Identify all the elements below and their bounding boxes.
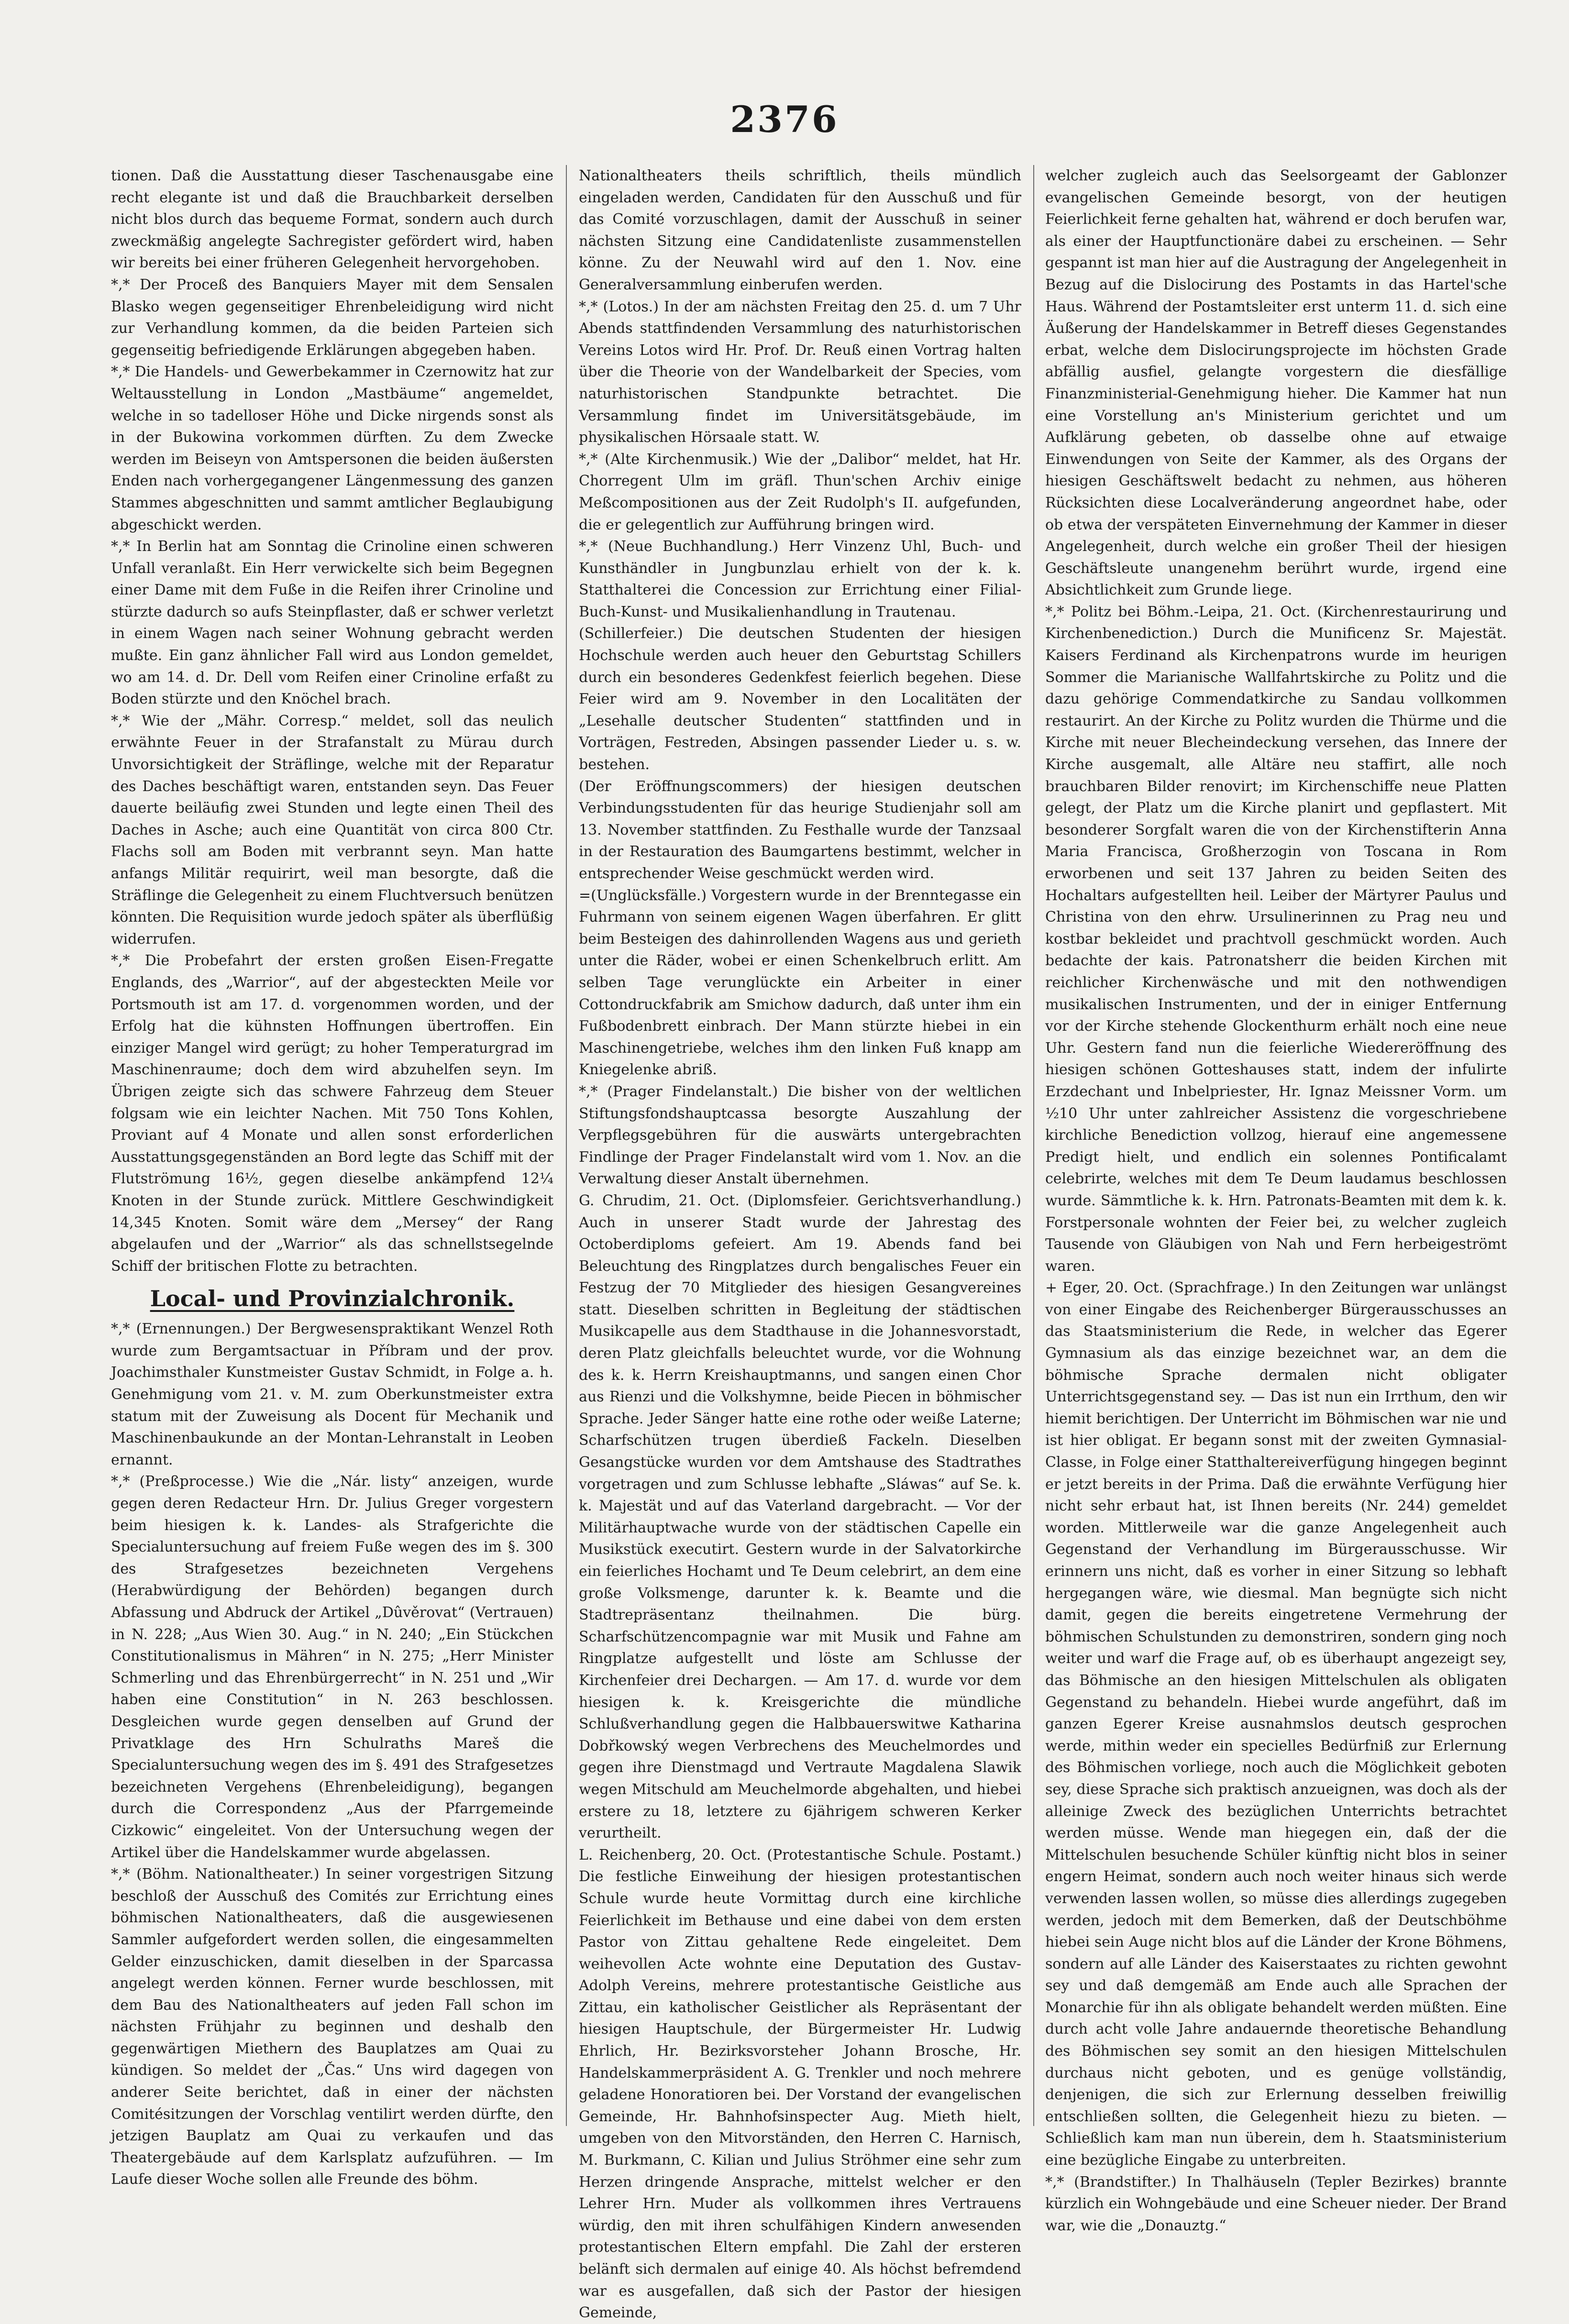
article-paragraph: *,* In Berlin hat am Sonntag die Crinoline einen schweren Unfall veranlaßt. Ein Herr verwickelte sich beim Begegnen einer Dame mit dem Fuße in die Reifen ihrer Crinoline und stürzte dadurch so aufs Steinpflaster, daß er schwer verletzt in einem Wagen nach seiner Wohnung gebracht werden mußte. Ein ganz ähnlicher Fall wird aus London gemeldet, wo am 14. d. Dr. Dell vom Reifen einer Crinoline erfaßt zu Boden stürzte und den Knöchel brach. (111, 538, 553, 708)
article-paragraph: (Schillerfeier.) Die deutschen Studenten der hiesigen Hochschule werden auch heuer den Geburtstag Schillers durch ein besonderes Gedenkfest feierlich begehen. Diese Feier wird am 9. November in den Localitäten der „Lesehalle deutscher Studenten“ stattfinden und in Vorträgen, Festreden, Absingen passender Lieder u. s. w. bestehen. (579, 625, 1021, 773)
article-paragraph: *,* Wie der „Mähr. Corresp.“ meldet, soll das neulich erwähnte Feuer in der Strafanstalt zu Mürau durch Unvorsichtigkeit der Sträflinge, welche mit der Reparatur des Daches beschäftigt waren, entstanden seyn. Das Feuer dauerte beiläufig zwei Stunden und legte einen Theil des Daches in Asche; auch eine Quantität von circa 800 Ctr. Flachs soll am Boden mit verbrannt seyn. Man hatte anfangs Militär requirirt, weil man besorgte, daß die Sträflinge die Gelegenheit zu einem Fluchtversuch benützen könnten. Die Requisition wurde jedoch später als überflüßig widerrufen. (111, 712, 553, 947)
article-paragraph: *,* (Böhm. Nationaltheater.) In seiner vorgestrigen Sitzung beschloß der Ausschuß des Comités zur Errichtung eines böhmischen Nationaltheaters, daß die ausgewiesenen Sammler aufgefordert werden sollen, die eingesammelten Gelder einzuschicken, damit dieselben in der Sparcassa angelegt werden können. Ferner wurde beschlossen, mit dem Bau des Nationaltheaters auf jeden Fall schon im nächsten Frühjahr zu beginnen und deshalb den gegenwärtigen Miethern des Bauplatzes am Quai zu kündigen. So meldet der „Čas.“ Uns wird dagegen von anderer Seite berichtet, daß in einer der nächsten Comitésitzungen der Vorschlag ventilirt werden dürfte, den jetzigen Bauplatz am Quai zu verkaufen und das Theatergebäude auf dem Karlsplatz aufzuführen. — Im Laufe dieser Woche sollen alle Freunde des böhm. (111, 1866, 553, 2188)
article-paragraph: *,* (Prager Findelanstalt.) Die bisher von der weltlichen Stiftungsfondshauptcassa besorgte Auszahlung der Verpflegsgebühren für die auswärts untergebrachten Findlinge der Prager Findelanstalt wird vom 1. Nov. an die Verwaltung dieser Anstalt übernehmen. (579, 1083, 1021, 1188)
section-heading: Local- und Provinzialchronik. (150, 1286, 515, 1312)
article-paragraph: *,* (Neue Buchhandlung.) Herr Vinzenz Uhl, Buch- und Kunsthändler in Jungbunzlau erhielt von der k. k. Statthalterei die Concession zur Errichtung einer Filial-Buch-Kunst- und Musikalienhandlung in Trautenau. (579, 538, 1021, 620)
article-paragraph: tionen. Daß die Ausstattung dieser Taschenausgabe eine recht elegante ist und daß die Brauchbarkeit derselben nicht blos durch das bequeme Format, sondern auch durch zweckmäßig angelegte Sachregister gefördert wird, haben wir bereits bei einer früheren Gelegenheit hervorgehoben. (111, 167, 553, 272)
page-number: 2376 (730, 98, 839, 141)
text-column-2 (579, 165, 1021, 2322)
article-paragraph: *,* Der Proceß des Banquiers Mayer mit dem Sensalen Blasko wegen gegenseitiger Ehrenbeleidigung wird nicht zur Verhandlung kommen, da die beiden Parteien sich gegenseitig befriedigende Erklärungen abgegeben haben. (111, 276, 553, 359)
article-paragraph: *,* Politz bei Böhm.-Leipa, 21. Oct. (Kirchenrestaurirung und Kirchenbenediction.) Durch die Munificenz Sr. Majestät. Kaisers Ferdinand als Kirchenpatrons wurde im heurigen Sommer die Marianische Wallfahrtskirche zu Politz und die dazu gehörige Commendatkirche zu Sandau vollkommen restaurirt. An der Kirche zu Politz wurden die Thürme und die Kirche mit neuer Blecheindeckung versehen, das Innere der Kirche ausgemalt, alle Altäre neu staffirt, alle noch brauchbaren Bilder renovirt; im Kirchenschiffe neue Platten gelegt, der Platz um die Kirche planirt und gepflastert. Mit besonderer Sorgfalt waren die von der Kirchenstifterin Anna Maria Francisca, Großherzogin von Toscana in Rom erworbenen und seit 137 Jahren zu beiden Seiten des Hochaltars aufgestellten heil. Leiber der Märtyrer Paulus und Christina von den ehrw. Ursulinerinnen zu Prag neu und kostbar bekleidet und prachtvoll geschmückt worden. Auch bedachte der kais. Patronatsherr die beiden Kirchen mit reichlicher Kirchenwäsche und mit den nothwendigen musikalischen Instrumenten, und der in einiger Entfernung vor der Kirche stehende Glockenthurm erhält noch eine neue Uhr. Gestern fand nun die feierliche Wiedereröffnung des hiesigen schönen Gotteshauses statt, indem der infulirte Erzdechant und Inbelpriester, Hr. Ignaz Meissner Vorm. um ½10 Uhr unter zahlreicher Assistenz die vorgeschriebene kirchliche Benediction vollzog, hierauf eine angemessene Predigt hielt, und endlich ein solennes Pontificalamt celebrirte, welches mit dem Te Deum laudamus beschlossen wurde. Sämmtliche k. k. Hrn. Patronats-Beamten mit dem k. k. Forstpersonale wohnten der Feier bei, zu welcher zugleich Tausende von Gläubigen von Nah und Fern herbeigeströmt waren. (1045, 603, 1507, 1275)
article-paragraph: (Der Eröffnungscommers) der hiesigen deutschen Verbindungsstudenten für das heurige Studienjahr soll am 13. November stattfinden. Zu Festhalle wurde der Tanzsaal in der Restauration des Baumgartens bestimmt, welcher in entsprechender Weise geschmückt werden wird. (579, 778, 1021, 882)
article-paragraph: *,* (Brandstifter.) In Thalhäuseln (Tepler Bezirkes) brannte kürzlich ein Wohngebäude und eine Scheuer nieder. Der Brand war, wie die „Donauztg.“ (1045, 2173, 1507, 2234)
column-rule (1033, 165, 1034, 2126)
article-paragraph: L. Reichenberg, 20. Oct. (Protestantische Schule. Postamt.) Die festliche Einweihung der hiesigen protestantischen Schule wurde heute Vormittag durch eine kirchliche Feierlichkeit im Bethause und eine dabei von dem ersten Pastor von Zittau gehaltene Rede eingeleitet. Dem weihevollen Acte wohnte eine Deputation des Gustav-Adolph Vereins, mehrere protestantische Geistliche aus Zittau, ein katholischer Geistlicher als Repräsentant der hiesigen Hauptschule, der Bürgermeister Hr. Ludwig Ehrlich, Hr. Bezirksvorsteher Johann Brosche, Hr. Handelskammerpräsident A. G. Trenkler und noch mehrere geladene Honoratioren bei. Der Vorstand der evangelischen Gemeinde, Hr. Bahnhofsinspecter Aug. Mieth hielt, umgeben von den Mitvorständen, den Herren C. Harnisch, M. Burkmann, C. Kilian und Julius Ströhmer eine sehr zum Herzen dringende Ansprache, mittelst welcher er den Lehrer Hrn. Muder als vollkommen ihres Vertrauens würdig, den mit ihren schulfähigen Kindern anwesenden protestantischen Eltern empfahl. Die Zahl der ersteren belänft sich dermalen auf einige 40. Als höchst befremdend war es ausgefallen, daß sich der Pastor der hiesigen Gemeinde, (579, 1846, 1021, 2322)
article-paragraph: *,* (Preßprocesse.) Wie die „Nár. listy“ anzeigen, wurde gegen deren Redacteur Hrn. Dr. Julius Greger vorgestern beim hiesigen k. k. Landes- als Strafgerichte die Specialuntersuchung auf freiem Fuße wegen des im §. 300 des Strafgesetzes bezeichneten Vergehens (Herabwürdigung der Behörden) begangen durch Abfassung und Abdruck der Artikel „Dûvěrovat“ (Vertrauen) in N. 228; „Aus Wien 30. Aug.“ in N. 240; „Ein Stückchen Constitutionalismus in Mähren“ in N. 275; „Herr Minister Schmerling und das Ehrenbürgerrecht“ in N. 251 und „Wir haben eine Constitution“ in N. 263 beschlossen. Desgleichen wurde gegen denselben auf Grund der Privatklage des Hrn Schulraths Mareš die Specialuntersuchung wegen des im §. 491 des Strafgesetzes bezeichneten Vergehens (Ehrenbeleidigung), begangen durch die Correspondenz „Aus der Pfarrgemeinde Cizkowic“ eingeleitet. Von der Untersuchung wegen der Artikel über die Handelskammer wurde abgelassen. (111, 1473, 553, 1861)
text-column-3 (1045, 165, 1507, 2234)
text-column-1 (111, 165, 553, 2188)
article-paragraph: *,* (Lotos.) In der am nächsten Freitag den 25. d. um 7 Uhr Abends stattfindenden Versammlung des naturhistorischen Vereins Lotos wird Hr. Prof. Dr. Reuß einen Vortrag halten über die Theorie von der Wandelbarkeit der Species, vom naturhistorischen Standpunkte betrachtet. Die Versammlung findet im Universitätsgebäude, im physikalischen Hörsaale statt. W. (579, 298, 1021, 446)
column-rule (566, 165, 567, 2126)
article-paragraph: =(Unglücksfälle.) Vorgestern wurde in der Brenntegasse ein Fuhrmann von seinem eigenen Wagen überfahren. Er glitt beim Besteigen des dahinrollenden Wagens aus und gerieth unter die Räder, wobei er einen Schenkelbruch erlitt. Am selben Tage verunglückte ein Arbeiter in einer Cottondruckfabrik am Smichow dadurch, daß unter ihm ein Fußbodenbrett einbrach. Der Mann stürzte hiebei in ein Maschinengetriebe, welches ihm den linken Fuß knapp am Kniegelenke abriß. (579, 887, 1021, 1079)
article-paragraph: *,* (Ernennungen.) Der Bergwesenspraktikant Wenzel Roth wurde zum Bergamtsactuar in Příbram und der prov. Joachimsthaler Kunstmeister Gustav Schmidt, in Folge a. h. Genehmigung vom 21. v. M. zum Oberkunstmeister extra statum mit der Zuweisung als Docent für Mechanik und Maschinenbaukunde an der Montan-Lehranstalt in Leoben ernannt. (111, 1321, 553, 1468)
article-paragraph: *,* (Alte Kirchenmusik.) Wie der „Dalibor“ meldet, hat Hr. Chorregent Ulm im gräfl. Thun'schen Archiv einige Meßcompositionen aus der Zeit Rudolph's II. aufgefunden, die er gelegentlich zur Aufführung bringen wird. (579, 451, 1021, 533)
article-paragraph: G. Chrudim, 21. Oct. (Diplomsfeier. Gerichtsverhandlung.) Auch in unserer Stadt wurde der Jahrestag des Octoberdiploms gefeiert. Am 19. Abends fand bei Beleuchtung des Ringplatzes durch bengalisches Feuer ein Festzug der 70 Mitglieder des hiesigen Gesangvereines statt. Dieselben schritten in Begleitung der städtischen Musikcapelle aus dem Stadthause in die Johannesvorstadt, deren Platz gleichfalls beleuchtet wurde, vor die Wohnung des k. k. Herrn Kreishauptmanns, und sangen einen Chor aus Rienzi und die Volkshymne, beide Piecen in böhmischer Sprache. Jeder Sänger hatte eine rothe oder weiße Laterne; Scharfschützen trugen überdieß Fackeln. Dieselben Gesangstücke wurden vor dem Amtshause des Stadtrathes vorgetragen und zum Schlusse lebhafte „Sláwas“ auf Se. k. k. Majestät und auf das Vaterland dargebracht. — Vor der Militärhauptwache wurde von der städtischen Capelle ein Musikstück executirt. Gestern wurde in der Salvatorkirche ein feierliches Hochamt und Te Deum celebrirt, an dem eine große Volksmenge, darunter k. k. Beamte und die Stadtrepräsentanz theilnahmen. Die bürg. Scharfschützencompagnie war mit Musik und Fahne am Ringplatze aufgestellt und löste am Schlusse der Kirchenfeier drei Dechargen. — Am 17. d. wurde vor dem hiesigen k. k. Kreisgerichte die mündliche Schlußverhandlung gegen die Halbbauerswitwe Katharina Dobřkowský wegen Verbrechens des Meuchelmordes und gegen ihre Dienstmagd und Vertraute Magdalena Slawik wegen Mitschuld am Meuchelmorde abgehalten, und hiebei erstere zu 18, letztere zu 6jährigem schweren Kerker verurtheilt. (579, 1192, 1021, 1842)
article-paragraph: *,* Die Handels- und Gewerbekammer in Czernowitz hat zur Weltausstellung in London „Mastbäume“ angemeldet, welche in so tadelloser Höhe und Dicke nirgends sonst als in der Bukowina vorkommen dürften. Zu dem Zwecke werden im Beiseyn von Amtspersonen die beiden äußersten Enden nach vorhergegangener Längenmessung des ganzen Stammes abgeschnitten und sammt amtlicher Beglaubigung abgeschickt werden. (111, 363, 553, 533)
article-paragraph: *,* Die Probefahrt der ersten großen Eisen-Fregatte Englands, des „Warrior“, auf der abgesteckten Meile vor Portsmouth ist am 17. d. vorgenommen worden, und der Erfolg hat die kühnsten Hoffnungen übertroffen. Ein einziger Mangel wird gerügt; zu hoher Temperaturgrad im Maschinenraume; doch dem wird abzuhelfen seyn. Im Übrigen zeigte sich das schwere Fahrzeug dem Steuer folgsam wie ein leichter Nachen. Mit 750 Tons Kohlen, Proviant auf 4 Monate und allen sonst erforderlichen Ausstattungsgegenständen an Bord legte das Schiff mit der Flutströmung 16½, gegen dieselbe ankämpfend 12¼ Knoten in der Stunde zurück. Mittlere Geschwindigkeit 14,345 Knoten. Somit wäre dem „Mersey“ der Rang abgelaufen und der „Warrior“ als das schnellstsegelnde Schiff der britischen Flotte zu betrachten. (111, 952, 553, 1275)
article-paragraph: + Eger, 20. Oct. (Sprachfrage.) In den Zeitungen war unlängst von einer Eingabe des Reichenberger Bürgerausschusses an das Staatsministerium die Rede, in welcher das Egerer Gymnasium als das einzige bezeichnet war, an dem die böhmische Sprache dermalen nicht obligater Unterrichtsgegenstand sey. — Das ist nun ein Irrthum, den wir hiemit berichtigen. Der Unterricht im Böhmischen war nie und ist hier obligat. Er begann sonst mit der zweiten Gymnasial-Classe, in Folge einer Statthaltereiverfügung hingegen beginnt er jetzt bereits in der Prima. Daß die erwähnte Verfügung hier nicht sehr erbaut hat, ist Ihnen bereits (Nr. 244) gemeldet worden. Mittlerweile war die ganze Angelegenheit auch Gegenstand der Verhandlung im Bürgerausschusse. Wir erinnern uns nicht, daß es vorher in einer Sitzung so lebhaft hergegangen wäre, wie diesmal. Man begnügte sich nicht damit, gegen die bereits eingetretene Vermehrung der böhmischen Schulstunden zu demonstriren, sondern ging noch weiter und warf die Frage auf, ob es überhaupt angezeigt sey, das Böhmische an den hiesigen Mittelschulen als obligaten Gegenstand zu behandeln. Hiebei wurde angeführt, daß im ganzen Egerer Kreise ausnahmslos deutsch gesprochen werde, mithin weder ein specielles Bedürfniß zur Erlernung des Böhmischen vorliege, noch auch die Möglichkeit geboten sey, diese Sprache sich praktisch anzueignen, was doch als der alleinige Zweck des bezüglichen Unterrichts betrachtet werden müsse. Wende man hiegegen ein, daß der die Mittelschulen besuchende Schüler künftig nicht blos in seiner engern Heimat, sondern auch noch weiter hinaus sich werde verwenden lassen wollen, so müsse dies allerdings zugegeben werden, jedoch mit dem Bemerken, daß der Deutschböhme hiebei sein Auge nicht blos auf die Länder der Krone Böhmens, sondern auf alle Länder des Kaiserstaates zu richten gewohnt sey und daß demgemäß am Ende auch alle Sprachen der Monarchie für ihn als obligate behandelt werden müßten. Eine durch acht volle Jahre andauernde theoretische Behandlung des Böhmischen sey somit an den hiesigen Mittelschulen durchaus nicht geboten, und es genüge vollständig, denjenigen, die sich zur Erlernung desselben freiwillig entschließen sollten, die Gelegenheit hiezu zu bieten. — Schließlich kam man nun überein, dem h. Staatsministerium eine bezügliche Eingabe zu unterbreiten. (1045, 1279, 1507, 2169)
article-paragraph: welcher zugleich auch das Seelsorgeamt der Gablonzer evangelischen Gemeinde besorgt, von der heutigen Feierlichkeit ferne gehalten hat, während er doch berufen war, als einer der Hauptfunctionäre dabei zu erscheinen. — Sehr gespannt ist man hier auf die Austragung der Angelegenheit in Bezug auf die Dislocirung des Postamts in das Hartel'sche Haus. Während der Postamtsleiter erst unterm 11. d. sich eine Äußerung der Handelskammer in Betreff dieses Gegenstandes erbat, welche dem Dislocirungsprojecte im höchsten Grade abfällig ausfiel, gelangte vorgestern die diesfällige Finanzministerial-Genehmigung hieher. Die Kammer hat nun eine Vorstellung an's Ministerium gerichtet und um Aufklärung gebeten, ob dasselbe ohne auf etwaige Einwendungen von Seite der Kammer, als des Organs der hiesigen Geschäftswelt bedacht zu nehmen, aus höheren Rücksichten diese Localveränderung angeordnet habe, oder ob etwa der verspäteten Einvernehmung der Kammer in dieser Angelegenheit, durch welche ein großer Theil der hiesigen Geschäftsleute unangenehm berührt wurde, irgend eine Absichtlichkeit zum Grunde liege. (1045, 167, 1507, 599)
article-paragraph: Nationaltheaters theils schriftlich, theils mündlich eingeladen werden, Candidaten für den Ausschuß und für das Comité vorzuschlagen, damit der Ausschuß in seiner nächsten Sitzung eine Candidatenliste zusammenstellen könne. Zu der Neuwahl wird auf den 1. Nov. eine Generalversammlung einberufen werden. (579, 167, 1021, 293)
